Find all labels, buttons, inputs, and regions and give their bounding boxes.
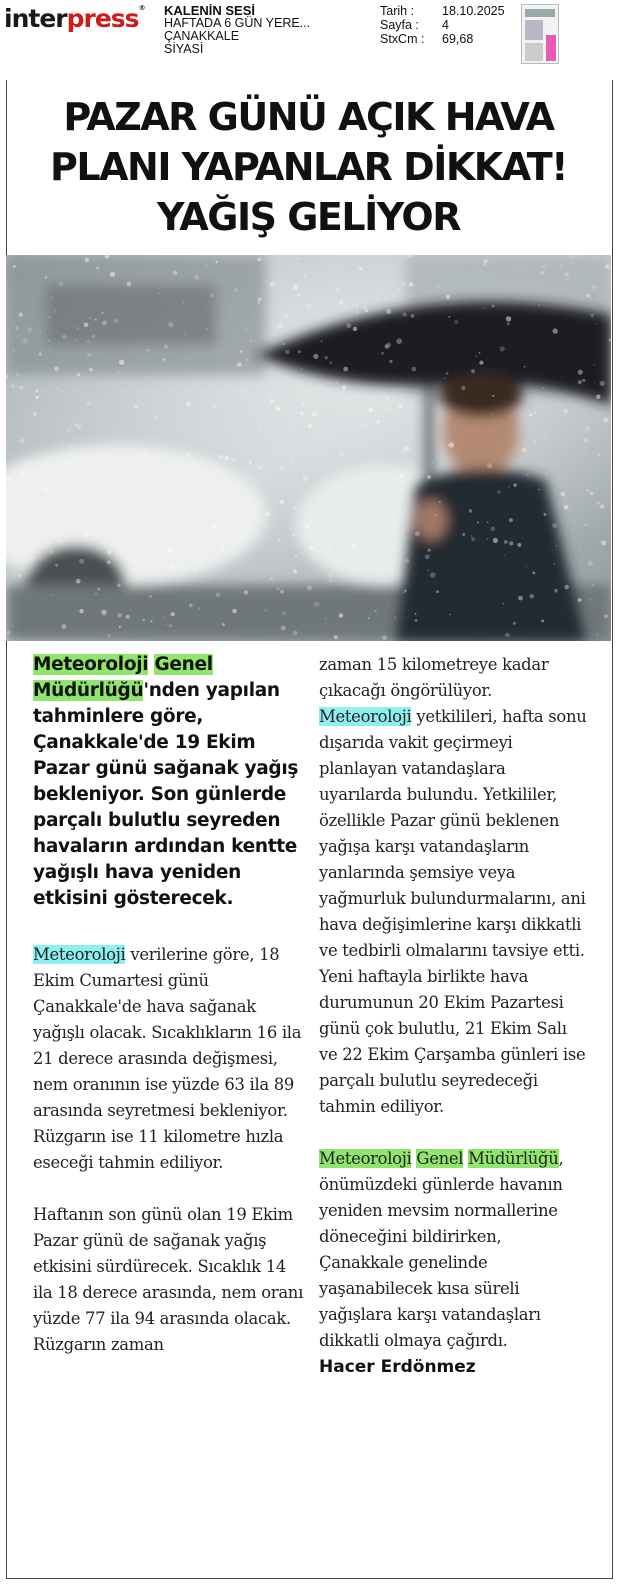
paragraph-text: yetkilileri, hafta sonu dışarıda vakit geçirmeyi planlayan vatandaşlara uyarılarda bulundu. Yetkililer, özellikle Pazar günü beklenen yağışa karşı vatandaşların yanlarında şemsiye veya yağmurluk bulundurmalarını, ani hava değişimlerine karşı dikkatli ve tedbirli olmalarını tavsiye etti. [319,707,587,960]
article-photo [6,255,611,641]
highlight-term: Müdürlüğü [468,1149,559,1168]
publication-city: ÇANAKKALE [164,29,240,43]
paragraph-text: , önümüzdeki günlerde havanın yeniden mevsim normallerine döneceğini bildirirken, Çanakkale genelinde yaşanabilecek kısa süreli yağışlara karşı vatandaşları dikkatli olmaya çağırdı. [319,1149,564,1350]
publication-info [164,4,310,56]
highlight-term: Genel [416,1149,464,1168]
article-byline: Hacer Erdönmez [319,1357,476,1377]
clipping-meta [380,4,505,46]
publication-frequency: HAFTADA 6 GÜN YERE... [164,16,311,30]
highlight-term: Meteoroloji [33,945,126,964]
headline-line-2: PLANI YAPANLAR DİKKAT! [50,145,567,189]
publication-category: SİYASİ [164,42,204,56]
page-thumbnail [521,4,559,64]
logo-accent-text: press [66,4,139,33]
article-headline [6,92,611,242]
article-column-left [33,652,303,1358]
page-value: 4 [442,18,449,32]
stxcm-value: 69,68 [442,32,474,46]
registered-mark: ® [138,4,145,12]
article-paragraph-2: Haftanın son günü olan 19 Ekim Pazar günü de sağanak yağış etkisini sürdürecek. Sıcaklık 14 ila 18 derece arasında, nem oranı yüzde 77 ila 94 arasında olacak. Rüzgarın zaman [33,1205,304,1354]
article-paragraph-2-continued: zaman 15 kilometreye kadar çıkacağı öngörülüyor. [319,655,549,700]
stxcm-label: StxCm : [380,32,425,46]
lead-text: 'nden yapılan tahminlere göre, Çanakkale'de 19 Ekim Pazar günü sağanak yağış bekleniyor. Son günlerde parçalı bulutlu seyreden havaların ardından kentte yağışlı hava yeniden etkisini gösterecek. [33,680,299,909]
article-paragraph-4: Yeni haftayla birlikte hava durumunun 20 Ekim Pazartesi günü çok bulutlu, 21 Ekim Salı ve 22 Ekim Çarşamba günleri ise parçalı bulutlu seyredeceği tahmin ediliyor. [319,967,586,1116]
highlight-term: Meteoroloji [319,707,412,726]
paragraph-text: verilerine göre, 18 Ekim Cumartesi günü Çanakkale'de hava sağanak yağışlı olacak. Sıcaklıkların 16 ila 21 derece arasında değişmesi, nem oranının ise yüzde 63 ila 89 arasında seyretmesi bekleniyor. Rüzgarın ise 11 kilometre hızla eseceği tahmin ediliyor. [33,945,302,1172]
publication-name: KALENİN SESİ [164,3,256,18]
highlight-term: Meteoroloji [33,654,149,675]
rainy-window-umbrella-photo [6,255,611,641]
headline-line-1: PAZAR GÜNÜ AÇIK HAVA [63,95,554,139]
article-paragraph-3 [319,704,589,964]
interpress-logo [4,4,145,33]
date-label: Tarih : [380,4,415,18]
page-label: Sayfa : [380,18,419,32]
highlight-term: Meteoroloji [319,1149,412,1168]
article-lead [33,652,303,912]
highlight-term: Genel [154,654,213,675]
clipping-header [0,0,627,72]
article-paragraph-5 [319,1146,589,1354]
headline-line-3: YAĞIŞ GELİYOR [157,195,460,239]
logo-text: inter [4,4,67,33]
highlight-term: Müdürlüğü [33,680,144,701]
article-column-right [319,652,589,1380]
article-paragraph-1 [33,942,303,1176]
date-value: 18.10.2025 [442,4,505,18]
